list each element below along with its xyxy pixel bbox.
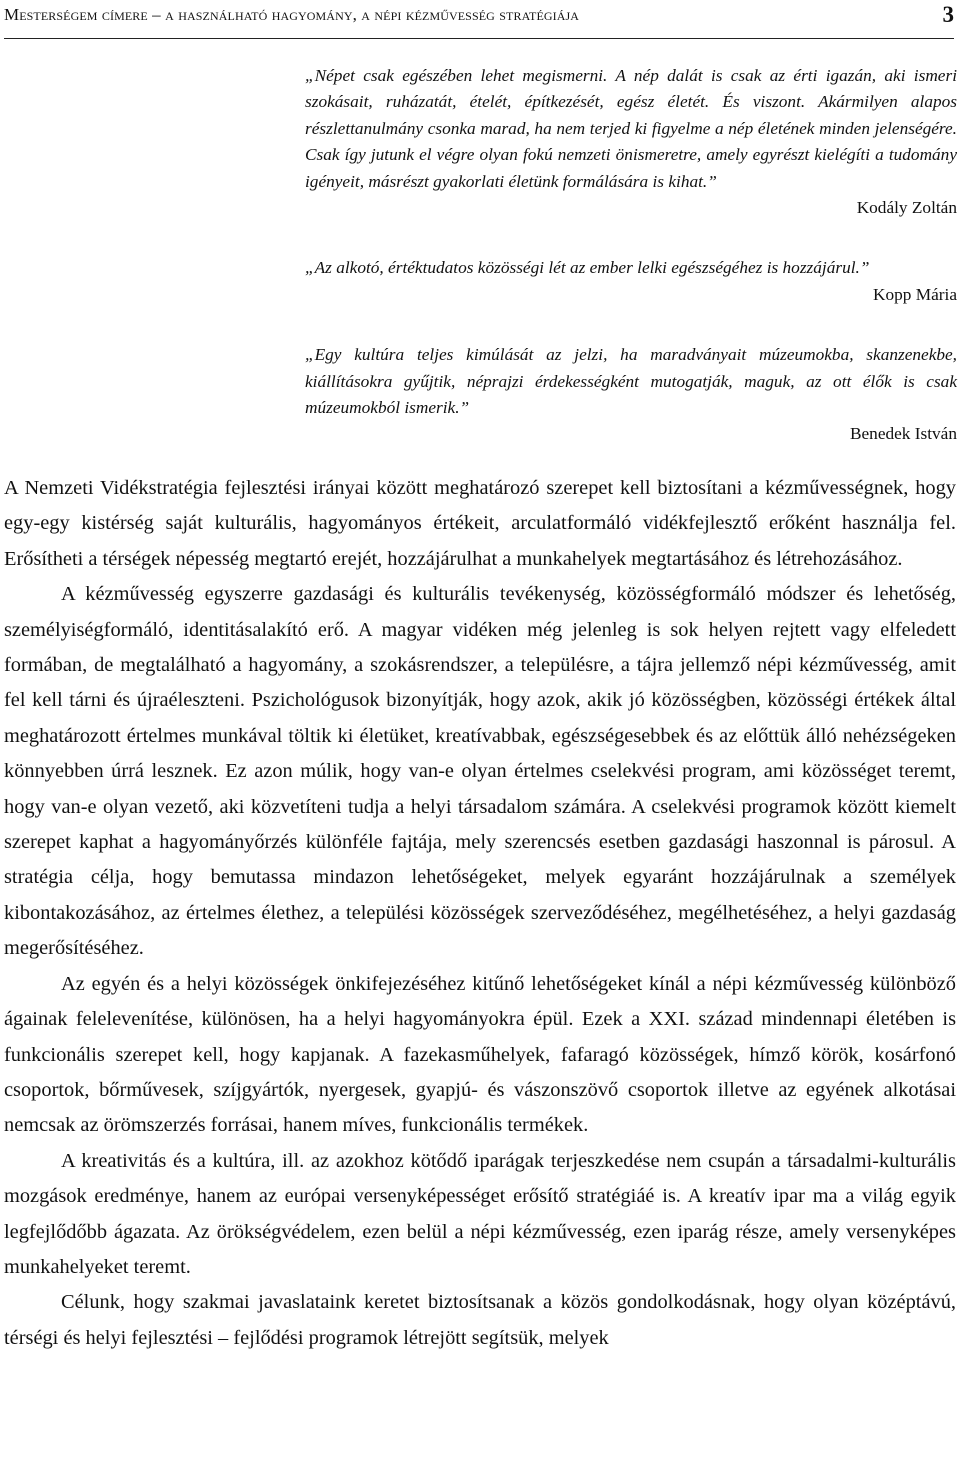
motto [305, 63, 957, 221]
body-text [4, 471, 956, 1356]
page-number: 3 [942, 2, 954, 27]
motto [305, 255, 957, 308]
header-title: Mesterségem címere – a használható hagyomány, a népi kézművesség stratégiája [4, 5, 580, 24]
mottos-block [305, 63, 957, 448]
body-paragraph: Az egyén és a helyi közösségek önkifejezéséhez kitűnő lehetőségeket kínál a népi kézművesség különböző ágainak felelevenítése, különösen, ha a helyi hagyományokra épül. Ezek a XXI. század mindennapi életében is funkcionális szerepet kell, hogy kapjanak. A fazekasműhelyek, fafaragó közösségek, hímző körök, kosárfonó csoportok, bőrművesek, szíjgyártók, nyergesek, gyapjú- és vászonszövő csoportok illetve az egyének alkotásai nemcsak az örömszerzés forrásai, hanem míves, funkcionális termékek. [4, 972, 956, 1137]
running-header [4, 2, 954, 39]
motto [305, 342, 957, 448]
motto-author: Kodály Zoltán [856, 198, 957, 218]
motto-author: Kopp Mária [873, 284, 957, 304]
body-paragraph: A kreativitás és a kultúra, ill. az azokhoz kötődő iparágak terjeszkedése nem csupán a társadalmi-kulturális mozgások eredménye, hanem az európai versenyképességet erősítő stratégiáé is. A kreatív ipar ma a világ egyik legfejlődőbb ágazata. Az örökségvédelem, ezen belül a népi kézművesség, ezen iparág része, amely versenyképes munkahelyeket teremt. [4, 1149, 956, 1278]
motto-quote: „Népet csak egészében lehet megismerni. A nép dalát is csak az érti igazán, aki ismeri szokásait, ruházatát, ételét, építkezését, egész életét. És viszont. Akármilyen alapos részlettanulmány csonka marad, ha nem terjed ki figyelme a nép életének minden jelenségére. Csak így jutunk el végre olyan fokú nemzeti önismeretre, amely egyrészt kielégíti a tudomány igényeit, másrészt gyakorlati életünk formálására is kihat.” [305, 66, 957, 191]
motto-author: Benedek István [849, 424, 957, 444]
motto-quote: „Egy kultúra teljes kimúlását az jelzi, ha maradványait múzeumokba, skanzenekbe, kiállításokra gyűjtik, néprajzi érdekességként mutogatják, maguk, az ott élők is csak múzeumokból ismerik.” [305, 345, 957, 418]
body-paragraph: A Nemzeti Vidékstratégia fejlesztési irányai között meghatározó szerepet kell biztosítani a kézművességnek, hogy egy-egy kistérség saját kulturális, hagyományos értékeit, arculatformáló vidékfejlesztő erőként használja fel. Erősítheti a térségek népesség megtartó erejét, hozzájárulhat a munkahelyek megtartásához és létrehozásához. [4, 477, 956, 570]
motto-quote: „Az alkotó, értéktudatos közösségi lét az ember lelki egészségéhez is hozzájárul.” [305, 258, 870, 278]
body-paragraph: Célunk, hogy szakmai javaslataink keretet biztosítsanak a közös gondolkodásnak, hogy olyan középtávú, térségi és helyi fejlesztési – fejlődési programok létrejött segítsük, melyek [4, 1291, 956, 1349]
body-paragraph: A kézművesség egyszerre gazdasági és kulturális tevékenység, közösségformáló módszer és lehetőség, személyiségformáló, identitásalakító erő. A magyar vidéken még jelenleg is sok helyen rejtett vagy elfeledett formában, de megtalálható a hagyomány, a szokásrendszer, a településre, a tájra jellemző népi kézművesség, amit fel kell tárni és újraéleszteni. Pszichológusok bizonyítják, hogy azok, akik jó közösségben, közösségi értékek által meghatározott értelmes munkával töltik ki életüket, kreatívabbak, egészségesebbek és az előttük álló nehézségeken könnyebben úrrá lesznek. Ez azon múlik, hogy van-e olyan értelmes cselekvési program, ami közösséget teremt, hogy van-e olyan vezető, aki közvetíteni tudja a helyi társadalom számára. A cselekvési programok között kiemelt szerepet kaphat a hagyományőrzés különféle fajtája, mely szerencsés esetben gazdasági haszonnal is párosul. A stratégia célja, hogy bemutassa mindazon lehetőségeket, melyek egyaránt hozzájárulnak a személyek kibontakozásához, az értelmes élethez, a települési közösségek szerveződéséhez, megélhetéséhez, a helyi gazdaság megerősítéséhez. [4, 583, 956, 960]
